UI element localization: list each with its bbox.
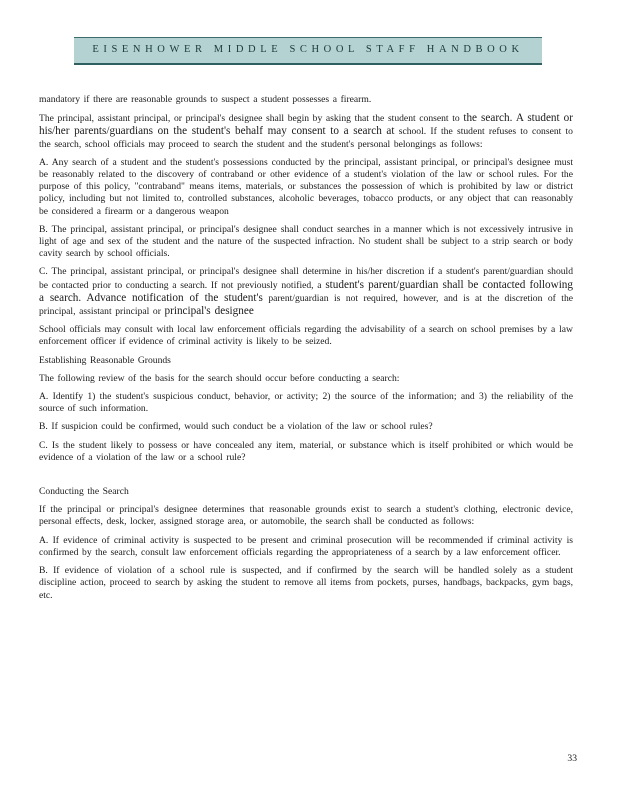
handbook-title: EISENHOWER MIDDLE SCHOOL STAFF HANDBOOK (92, 44, 524, 55)
paragraph-b-intrusive: B. The principal, assistant principal, or principal's designee shall conduct searches in a manner which is not excessively intrusive in light of age and sex of the student and the nature of the suspected infraction. No student shall be subject to a strip search or body cavity search by school officials. (39, 223, 573, 260)
paragraph-c-parent-contact: C. The principal, assistant principal, or principal's designee shall determine in his/her discretion if a student's parent/guardian should be contacted prior to conducting a search. If not previously notified, a student's parent/guardian shall be contacted following a search. Advance notification of the student's parent/guardian is not required, however, and is at the discretion of the principal, assistant principal or principal's designee (39, 266, 574, 318)
paragraph-firearm: mandatory if there are reasonable grounds to suspect a student possesses a firearm. (39, 94, 372, 105)
paragraph-a-contraband: A. Any search of a student and the student's possessions conducted by the principal, assistant principal, or principal's designee must be reasonably related to the discovery of contraband or other evidence of a student's violation of the law or school rules. For the purpose of this policy, "contraband" means items, materials, or substances the possession of which is prohibited by law or district policy, including but not limited to, controlled substances, alcoholic beverages, tobacco products, or any object that can reasonably be considered a firearm or a dangerous weapon (39, 156, 573, 217)
page-number: 33 (567, 753, 577, 764)
paragraph-school-rule: B. If evidence of violation of a school rule is suspected, and if confirmed by the search will be handled solely as a student discipline action, proceed to search by asking the student to remove all items from pockets, purses, handbags, backpacks, gym bags, etc. (39, 565, 573, 601)
heading-conducting-search: Conducting the Search (39, 486, 129, 498)
paragraph-conducting-intro: If the principal or principal's designee determines that reasonable grounds exist to search a student's clothing, electronic device, personal effects, desk, locker, assigned storage area, or automobile, the search shall be conducted as follows: (39, 504, 573, 528)
paragraph-law-enforcement: School officials may consult with local law enforcement officials regarding the advisability of a search on school premises by a law enforcement officer if evidence of criminal activity is likely to be seized. (39, 324, 573, 348)
heading-establishing-grounds: Establishing Reasonable Grounds (39, 354, 171, 366)
paragraph-likely-possess: C. Is the student likely to possess or have concealed any item, material, or substance which is itself prohibited or which would be evidence of a violation of the law or a school rule? (39, 439, 573, 463)
handbook-header-band (74, 37, 542, 65)
paragraph-suspicion-confirmed: B. If suspicion could be confirmed, would such conduct be a violation of the law or school rules? (39, 421, 433, 433)
paragraph-consent: The principal, assistant principal, or principal's designee shall begin by asking that the student consent to the search. A student or his/her parents/guardians on the student's behalf may consent to a search at school. If the student refuses to consent to the search, school officials may proceed to search the student and the student's personal belongings as follows: (39, 112, 573, 150)
section-gap (39, 470, 573, 486)
paragraph-identify: A. Identify 1) the student's suspicious conduct, behavior, or activity; 2) the source of the information; and 3) the reliability of the source of such information. (39, 391, 573, 415)
document-body (39, 94, 573, 608)
paragraph-criminal-activity: A. If evidence of criminal activity is suspected to be present and criminal prosecution will be recommended if criminal activity is confirmed by the search, consult law enforcement officials regarding the appropriateness of a search by a law enforcement officer. (39, 534, 573, 558)
paragraph-review-basis: The following review of the basis for the search should occur before conducting a search: (39, 372, 400, 384)
